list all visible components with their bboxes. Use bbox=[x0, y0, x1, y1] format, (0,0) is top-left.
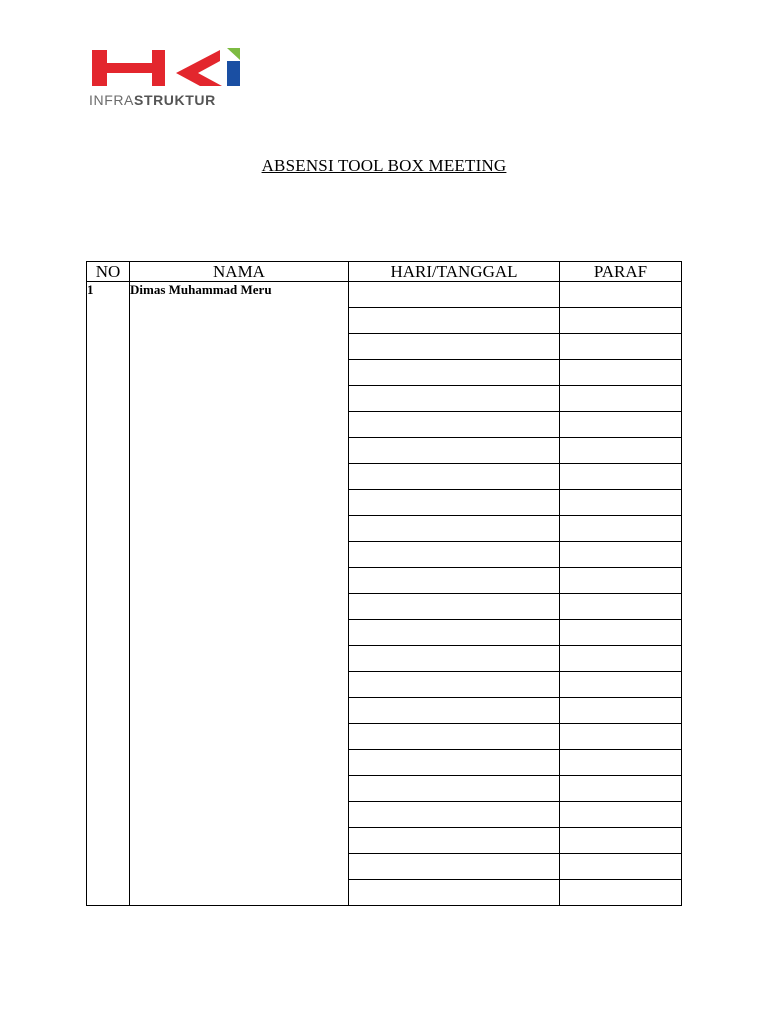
header-no: NO bbox=[87, 262, 130, 282]
logo-h-right bbox=[152, 50, 165, 86]
signature-cell[interactable] bbox=[560, 542, 682, 568]
signature-cell[interactable] bbox=[560, 698, 682, 724]
signature-cell[interactable] bbox=[560, 880, 682, 906]
signature-cell[interactable] bbox=[560, 490, 682, 516]
document-title: ABSENSI TOOL BOX MEETING bbox=[261, 156, 507, 175]
date-cell[interactable] bbox=[349, 698, 560, 724]
hki-logo-mark bbox=[80, 30, 250, 92]
signature-cell[interactable] bbox=[560, 386, 682, 412]
signature-cell[interactable] bbox=[560, 620, 682, 646]
entry-name: Dimas Muhammad Meru bbox=[130, 282, 349, 906]
date-cell[interactable] bbox=[349, 646, 560, 672]
signature-cell[interactable] bbox=[560, 438, 682, 464]
header-nama: NAMA bbox=[130, 262, 349, 282]
signature-cell[interactable] bbox=[560, 724, 682, 750]
header-paraf: PARAF bbox=[560, 262, 682, 282]
signature-cell[interactable] bbox=[560, 594, 682, 620]
logo-i-dot bbox=[227, 48, 240, 60]
date-cell[interactable] bbox=[349, 854, 560, 880]
date-cell[interactable] bbox=[349, 776, 560, 802]
attendance-body bbox=[87, 282, 682, 906]
table-row bbox=[87, 282, 682, 308]
signature-cell[interactable] bbox=[560, 412, 682, 438]
date-cell[interactable] bbox=[349, 412, 560, 438]
signature-cell[interactable] bbox=[560, 308, 682, 334]
signature-cell[interactable] bbox=[560, 568, 682, 594]
signature-cell[interactable] bbox=[560, 776, 682, 802]
date-cell[interactable] bbox=[349, 464, 560, 490]
date-cell[interactable] bbox=[349, 750, 560, 776]
signature-cell[interactable] bbox=[560, 802, 682, 828]
signature-cell[interactable] bbox=[560, 672, 682, 698]
date-cell[interactable] bbox=[349, 568, 560, 594]
date-cell[interactable] bbox=[349, 490, 560, 516]
signature-cell[interactable] bbox=[560, 646, 682, 672]
logo-k-leg bbox=[176, 73, 222, 86]
date-cell[interactable] bbox=[349, 282, 560, 308]
company-logo bbox=[80, 30, 250, 130]
logo-tagline-light: INFRA bbox=[89, 92, 134, 108]
header-hari-tanggal: HARI/TANGGAL bbox=[349, 262, 560, 282]
signature-cell[interactable] bbox=[560, 854, 682, 880]
logo-tagline-bold: STRUKTUR bbox=[134, 92, 216, 108]
date-cell[interactable] bbox=[349, 828, 560, 854]
attendance-table bbox=[86, 261, 682, 906]
date-cell[interactable] bbox=[349, 516, 560, 542]
entry-no: 1 bbox=[87, 282, 130, 906]
signature-cell[interactable] bbox=[560, 750, 682, 776]
date-cell[interactable] bbox=[349, 438, 560, 464]
logo-tagline bbox=[89, 92, 216, 108]
date-cell[interactable] bbox=[349, 334, 560, 360]
signature-cell[interactable] bbox=[560, 516, 682, 542]
logo-i-stem bbox=[227, 61, 240, 86]
date-cell[interactable] bbox=[349, 724, 560, 750]
date-cell[interactable] bbox=[349, 360, 560, 386]
signature-cell[interactable] bbox=[560, 334, 682, 360]
header-row bbox=[87, 262, 682, 282]
date-cell[interactable] bbox=[349, 594, 560, 620]
signature-cell[interactable] bbox=[560, 828, 682, 854]
signature-cell[interactable] bbox=[560, 282, 682, 308]
date-cell[interactable] bbox=[349, 802, 560, 828]
date-cell[interactable] bbox=[349, 386, 560, 412]
date-cell[interactable] bbox=[349, 880, 560, 906]
date-cell[interactable] bbox=[349, 308, 560, 334]
date-cell[interactable] bbox=[349, 542, 560, 568]
signature-cell[interactable] bbox=[560, 360, 682, 386]
date-cell[interactable] bbox=[349, 620, 560, 646]
signature-cell[interactable] bbox=[560, 464, 682, 490]
logo-k-arm bbox=[176, 50, 220, 73]
date-cell[interactable] bbox=[349, 672, 560, 698]
